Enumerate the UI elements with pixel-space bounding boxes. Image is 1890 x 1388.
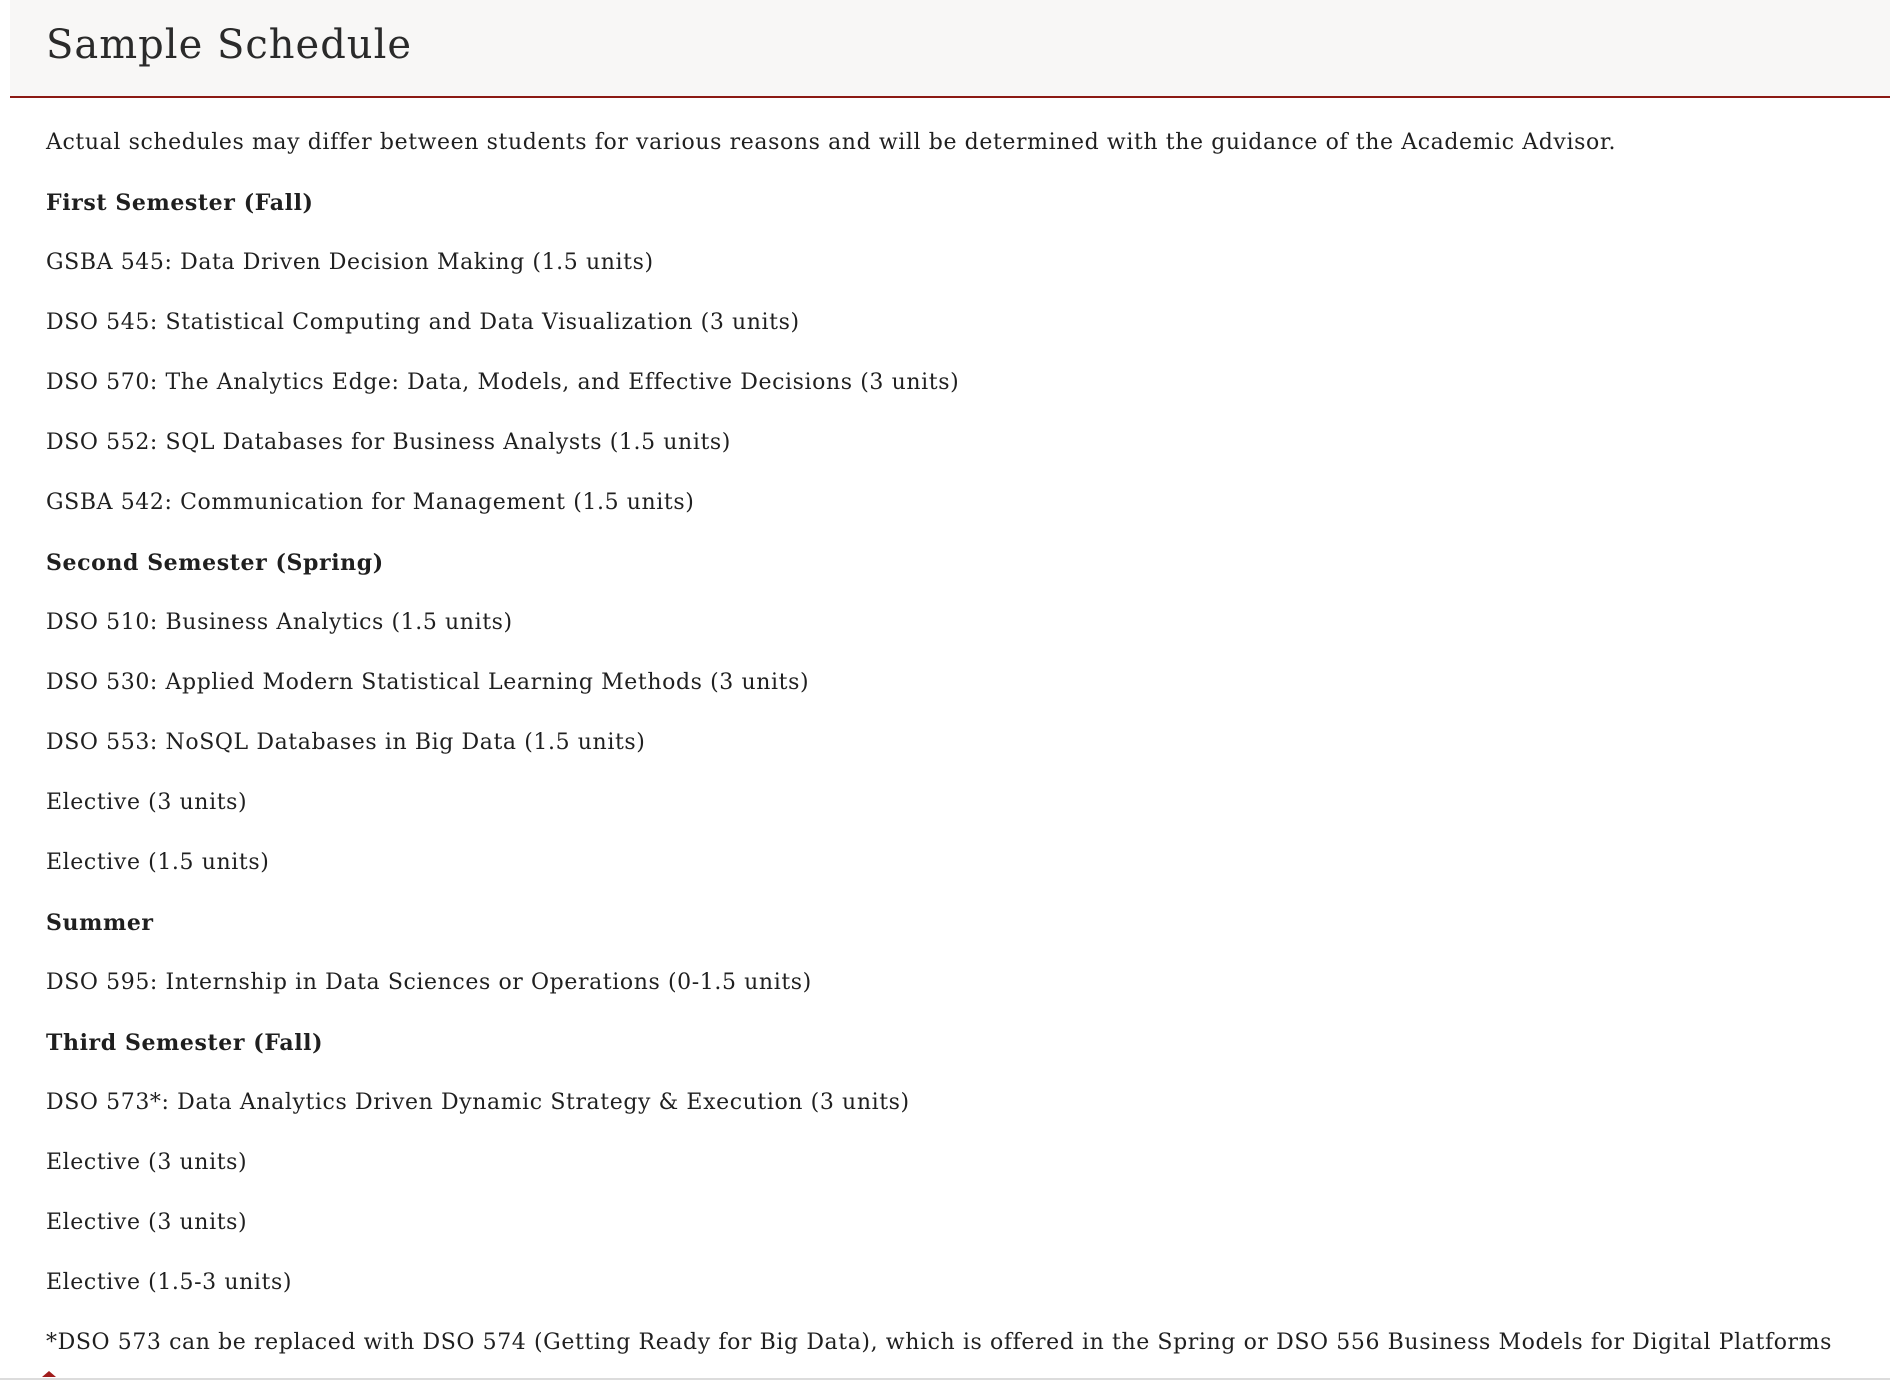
course-item: Elective (1.5 units) xyxy=(46,850,270,875)
schedule-content xyxy=(46,122,1833,1382)
section-heading-third-semester: Third Semester (Fall) xyxy=(46,1030,324,1056)
course-item: Elective (3 units) xyxy=(46,1150,248,1175)
course-item: GSBA 545: Data Driven Decision Making (1.5 units) xyxy=(46,250,654,275)
course-item: DSO 573*: Data Analytics Driven Dynamic Strategy & Execution (3 units) xyxy=(46,1090,910,1115)
course-item: DSO 570: The Analytics Edge: Data, Models, and Effective Decisions (3 units) xyxy=(46,370,960,395)
section-heading-first-semester: First Semester (Fall) xyxy=(46,190,314,216)
intro-text: Actual schedules may differ between students for various reasons and will be determined with the guidance of the Academic Advisor. xyxy=(46,130,1617,155)
course-item: DSO 530: Applied Modern Statistical Learning Methods (3 units) xyxy=(46,670,810,695)
section-header xyxy=(10,0,1890,98)
caret-up-icon[interactable] xyxy=(42,1371,56,1377)
section-heading-summer: Summer xyxy=(46,910,154,936)
course-item: DSO 552: SQL Databases for Business Analysts (1.5 units) xyxy=(46,430,731,455)
page-title: Sample Schedule xyxy=(46,22,413,68)
footnote-text: *DSO 573 can be replaced with DSO 574 (Getting Ready for Big Data), which is offered in the Spring or DSO 556 Business Models for Digital Platforms xyxy=(46,1330,1833,1355)
course-item: DSO 545: Statistical Computing and Data Visualization (3 units) xyxy=(46,310,800,335)
course-item: GSBA 542: Communication for Management (1.5 units) xyxy=(46,490,695,515)
course-item: Elective (1.5-3 units) xyxy=(46,1270,293,1295)
course-item: Elective (3 units) xyxy=(46,790,248,815)
course-item: DSO 553: NoSQL Databases in Big Data (1.5 units) xyxy=(46,730,646,755)
course-item: DSO 595: Internship in Data Sciences or Operations (0-1.5 units) xyxy=(46,970,812,995)
section-heading-second-semester: Second Semester (Spring) xyxy=(46,550,384,576)
course-item: Elective (3 units) xyxy=(46,1210,248,1235)
course-item: DSO 510: Business Analytics (1.5 units) xyxy=(46,610,513,635)
bottom-divider xyxy=(0,1378,1890,1380)
